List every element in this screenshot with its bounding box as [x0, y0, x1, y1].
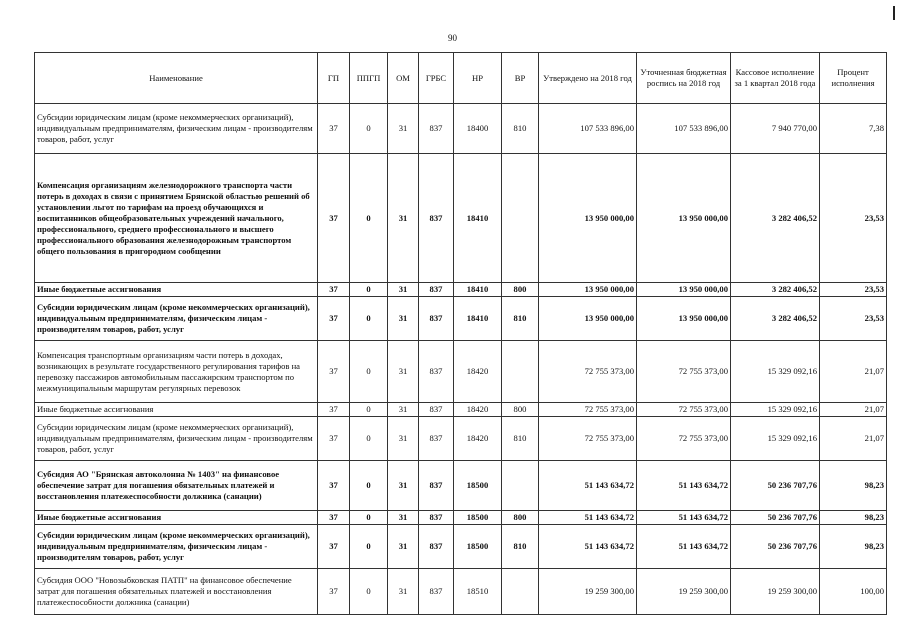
cell-vr: 800 — [502, 511, 539, 525]
cell-grbs: 837 — [419, 511, 454, 525]
table-row — [35, 154, 887, 283]
cell-grbs: 837 — [419, 341, 454, 403]
cell-refined: 19 259 300,00 — [637, 569, 731, 615]
cell-cash: 15 329 092,16 — [731, 341, 820, 403]
cell-approved: 72 755 373,00 — [539, 417, 637, 461]
table-row — [35, 461, 887, 511]
cell-gp: 37 — [318, 283, 350, 297]
cell-refined: 107 533 896,00 — [637, 104, 731, 154]
cell-cash: 50 236 707,76 — [731, 525, 820, 569]
cell-cash: 50 236 707,76 — [731, 461, 820, 511]
cell-ppgp: 0 — [350, 283, 388, 297]
cell-name: Компенсация транспортным организациям части потерь в доходах, возникающих в результате государственного регулирования тарифов на перевозку пассажиров автомобильным пассажирским транспортом по межмуниципальным маршрутам регулярных перевозок — [35, 341, 318, 403]
cell-nr: 18510 — [454, 569, 502, 615]
table-row — [35, 297, 887, 341]
cell-nr: 18400 — [454, 104, 502, 154]
cell-ppgp: 0 — [350, 417, 388, 461]
cell-refined: 72 755 373,00 — [637, 341, 731, 403]
table-header-row — [35, 53, 887, 104]
cell-approved: 13 950 000,00 — [539, 297, 637, 341]
cell-ppgp: 0 — [350, 104, 388, 154]
cell-refined: 13 950 000,00 — [637, 283, 731, 297]
cell-gp: 37 — [318, 154, 350, 283]
cell-grbs: 837 — [419, 154, 454, 283]
cell-vr — [502, 569, 539, 615]
cell-refined: 51 143 634,72 — [637, 525, 731, 569]
cell-percent: 21,07 — [820, 403, 887, 417]
cell-percent: 98,23 — [820, 511, 887, 525]
cell-nr: 18420 — [454, 403, 502, 417]
cell-approved: 19 259 300,00 — [539, 569, 637, 615]
table-row — [35, 525, 887, 569]
cell-vr — [502, 341, 539, 403]
cell-vr: 810 — [502, 297, 539, 341]
cell-percent: 23,53 — [820, 154, 887, 283]
cell-refined: 13 950 000,00 — [637, 297, 731, 341]
table-row — [35, 511, 887, 525]
cell-om: 31 — [388, 403, 419, 417]
table-row — [35, 403, 887, 417]
cell-gp: 37 — [318, 417, 350, 461]
cell-cash: 3 282 406,52 — [731, 283, 820, 297]
cell-name: Иные бюджетные ассигнования — [35, 283, 318, 297]
cell-nr: 18500 — [454, 461, 502, 511]
cell-ppgp: 0 — [350, 525, 388, 569]
header-approved: Утверждено на 2018 год — [539, 53, 637, 104]
cell-cash: 19 259 300,00 — [731, 569, 820, 615]
cell-cash: 50 236 707,76 — [731, 511, 820, 525]
cell-vr: 800 — [502, 283, 539, 297]
cell-approved: 72 755 373,00 — [539, 341, 637, 403]
cell-nr: 18500 — [454, 525, 502, 569]
cell-grbs: 837 — [419, 417, 454, 461]
cell-approved: 51 143 634,72 — [539, 525, 637, 569]
cell-grbs: 837 — [419, 283, 454, 297]
header-name: Наименование — [35, 53, 318, 104]
cell-name: Иные бюджетные ассигнования — [35, 511, 318, 525]
cell-om: 31 — [388, 341, 419, 403]
cell-gp: 37 — [318, 104, 350, 154]
cell-approved: 72 755 373,00 — [539, 403, 637, 417]
cell-name: Субсидии юридическим лицам (кроме некоммерческих организаций), индивидуальным предпринимателям, физическим лицам - производителям товаров, работ, услуг — [35, 104, 318, 154]
cell-name: Субсидия АО "Брянская автоколонна № 1403" на финансовое обеспечение затрат для погашения обязательных платежей и восстановления платежеспособности должника (санации) — [35, 461, 318, 511]
cell-approved: 51 143 634,72 — [539, 511, 637, 525]
cell-refined: 72 755 373,00 — [637, 403, 731, 417]
cell-grbs: 837 — [419, 104, 454, 154]
cell-refined: 51 143 634,72 — [637, 511, 731, 525]
cell-vr — [502, 461, 539, 511]
cell-percent: 98,23 — [820, 525, 887, 569]
cell-percent: 98,23 — [820, 461, 887, 511]
cell-grbs: 837 — [419, 297, 454, 341]
cell-vr: 800 — [502, 403, 539, 417]
cell-name: Иные бюджетные ассигнования — [35, 403, 318, 417]
cell-vr: 810 — [502, 104, 539, 154]
cell-gp: 37 — [318, 511, 350, 525]
cell-cash: 15 329 092,16 — [731, 403, 820, 417]
cell-percent: 21,07 — [820, 341, 887, 403]
cell-om: 31 — [388, 511, 419, 525]
cell-cash: 15 329 092,16 — [731, 417, 820, 461]
table-row — [35, 417, 887, 461]
cell-refined: 13 950 000,00 — [637, 154, 731, 283]
cell-om: 31 — [388, 569, 419, 615]
cell-cash: 3 282 406,52 — [731, 297, 820, 341]
cell-ppgp: 0 — [350, 154, 388, 283]
cell-nr: 18410 — [454, 297, 502, 341]
cell-approved: 13 950 000,00 — [539, 154, 637, 283]
cell-om: 31 — [388, 417, 419, 461]
cell-percent: 23,53 — [820, 283, 887, 297]
cell-ppgp: 0 — [350, 297, 388, 341]
cell-gp: 37 — [318, 461, 350, 511]
cell-om: 31 — [388, 104, 419, 154]
budget-table — [34, 52, 887, 615]
cell-gp: 37 — [318, 403, 350, 417]
cell-cash: 3 282 406,52 — [731, 154, 820, 283]
cell-om: 31 — [388, 461, 419, 511]
cell-vr: 810 — [502, 417, 539, 461]
cell-name: Компенсация организациям железнодорожного транспорта части потерь в доходах в связи с принятием Брянской областью решений об установлении льгот по тарифам на проезд обучающихся и воспитанников общеобразовательных учреждений начального, профессионального, среднего профессионального и высшего профессионального образования железнодорожным транспортом общего пользования в пригородном сообщении — [35, 154, 318, 283]
cell-vr: 810 — [502, 525, 539, 569]
cell-name: Субсидии юридическим лицам (кроме некоммерческих организаций), индивидуальным предпринимателям, физическим лицам - производителям товаров, работ, услуг — [35, 525, 318, 569]
cell-nr: 18410 — [454, 154, 502, 283]
cell-percent: 23,53 — [820, 297, 887, 341]
header-ppgp: ППГП — [350, 53, 388, 104]
cell-grbs: 837 — [419, 569, 454, 615]
table-row — [35, 104, 887, 154]
header-om: ОМ — [388, 53, 419, 104]
cell-grbs: 837 — [419, 403, 454, 417]
cell-nr: 18500 — [454, 511, 502, 525]
header-refined: Уточненная бюджетная роспись на 2018 год — [637, 53, 731, 104]
cell-om: 31 — [388, 525, 419, 569]
cell-name: Субсидии юридическим лицам (кроме некоммерческих организаций), индивидуальным предпринимателям, физическим лицам - производителям товаров, работ, услуг — [35, 297, 318, 341]
cell-name: Субсидии юридическим лицам (кроме некоммерческих организаций), индивидуальным предпринимателям, физическим лицам - производителям товаров, работ, услуг — [35, 417, 318, 461]
cell-refined: 51 143 634,72 — [637, 461, 731, 511]
cell-ppgp: 0 — [350, 569, 388, 615]
header-gp: ГП — [318, 53, 350, 104]
header-vr: ВР — [502, 53, 539, 104]
header-grbs: ГРБС — [419, 53, 454, 104]
table-row — [35, 283, 887, 297]
cell-ppgp: 0 — [350, 511, 388, 525]
page-edge-mark — [893, 6, 895, 20]
cell-name: Субсидия ООО "Новозыбковская ПАТП" на финансовое обеспечение затрат для погашения обязательных платежей и восстановления платежеспособности должника (санации) — [35, 569, 318, 615]
cell-gp: 37 — [318, 341, 350, 403]
cell-cash: 7 940 770,00 — [731, 104, 820, 154]
cell-percent: 7,38 — [820, 104, 887, 154]
cell-gp: 37 — [318, 297, 350, 341]
cell-percent: 100,00 — [820, 569, 887, 615]
cell-grbs: 837 — [419, 525, 454, 569]
header-nr: НР — [454, 53, 502, 104]
cell-percent: 21,07 — [820, 417, 887, 461]
cell-om: 31 — [388, 283, 419, 297]
table-row — [35, 341, 887, 403]
cell-om: 31 — [388, 297, 419, 341]
cell-nr: 18420 — [454, 417, 502, 461]
cell-nr: 18420 — [454, 341, 502, 403]
cell-grbs: 837 — [419, 461, 454, 511]
page-number: 90 — [448, 33, 457, 43]
table-row — [35, 569, 887, 615]
cell-om: 31 — [388, 154, 419, 283]
cell-vr — [502, 154, 539, 283]
cell-refined: 72 755 373,00 — [637, 417, 731, 461]
cell-nr: 18410 — [454, 283, 502, 297]
cell-gp: 37 — [318, 569, 350, 615]
cell-approved: 51 143 634,72 — [539, 461, 637, 511]
cell-ppgp: 0 — [350, 341, 388, 403]
header-percent: Процент исполнения — [820, 53, 887, 104]
cell-approved: 107 533 896,00 — [539, 104, 637, 154]
cell-gp: 37 — [318, 525, 350, 569]
cell-approved: 13 950 000,00 — [539, 283, 637, 297]
cell-ppgp: 0 — [350, 403, 388, 417]
header-cash: Кассовое исполнение за 1 квартал 2018 года — [731, 53, 820, 104]
cell-ppgp: 0 — [350, 461, 388, 511]
